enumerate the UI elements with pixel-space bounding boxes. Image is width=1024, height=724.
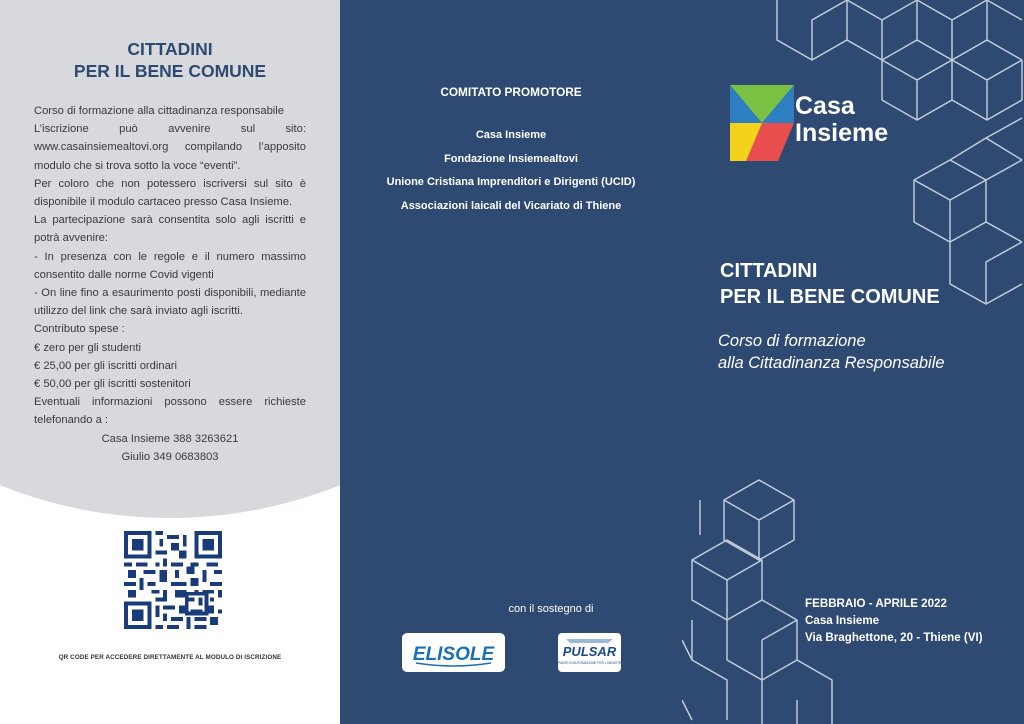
cover-subtitle-line1: Corso di formazione (718, 332, 866, 350)
paper-form-text: Per coloro che non potessero iscriversi sul sito è disponibile il modulo cartaceo presso Casa Insieme. (34, 177, 306, 209)
info-panel (0, 0, 340, 724)
qr-caption: QR CODE PER ACCEDERE DIRETTAMENTE AL MODULO DI ISCRIZIONE (58, 654, 282, 661)
in-person-option: - In presenza con le regole e il numero massimo consentito dalle norme Covid vigenti (34, 250, 306, 281)
promoter-ucid: Unione Cristiana Imprenditori e Dirigenti (UCID) (386, 176, 636, 188)
fee-heading: Contributo spese : (34, 323, 125, 336)
registration-info (34, 102, 306, 466)
online-option: - On line fino a esaurimento posti disponibili, mediante utilizzo del link che sarà inviato agli iscritti. (34, 287, 306, 318)
brand-name (795, 93, 888, 147)
cover-subtitle (718, 330, 945, 374)
promoter-associazioni: Associazioni laicali del Vicariato di Thiene (400, 199, 622, 212)
cover-panel (682, 0, 1024, 724)
info-panel-title (0, 38, 340, 82)
fee-students: € zero per gli studenti (34, 341, 141, 354)
elisole-logo (402, 633, 505, 672)
course-description: Corso di formazione alla cittadinanza responsabile (34, 105, 284, 117)
cover-title (720, 258, 940, 310)
elisole-wordmark: ELISOLE (412, 644, 495, 665)
support-label: con il sostegno di (508, 603, 594, 615)
fee-ordinary: € 25,00 per gli iscritti ordinari (34, 359, 178, 372)
event-address: Via Braghettone, 20 - Thiene (VI) (805, 631, 983, 644)
event-venue: Casa Insieme (805, 614, 880, 627)
cover-title-line2: PER IL BENE COMUNE (720, 286, 940, 308)
participation-text: La partecipazione sarà consentita solo agli iscritti e potrà avvenire: (34, 214, 306, 245)
pulsar-logo (558, 633, 621, 672)
info-request-text: Eventuali informazioni possono essere richieste telefonando a : (34, 396, 306, 427)
brand-line2: Insieme (795, 119, 889, 147)
pulsar-tagline: IMPIANTI DI AUTOMAZIONE PER L'INDUSTRIA (558, 661, 621, 665)
promoter-fondazione: Fondazione Insiemealtovi (444, 152, 578, 165)
promoters-list (340, 124, 682, 218)
promoters-panel (340, 0, 682, 724)
contact-casa-insieme: Casa Insieme 388 3263621 (101, 432, 239, 445)
registration-website-text: L’iscrizione può avvenire sul sito: www.casainsiemealtovi.org compilando l’apposito modulo che si trova sotto la voce “eventi”. (34, 123, 306, 172)
event-details (805, 595, 983, 646)
info-title-line2: PER IL BENE COMUNE (73, 61, 267, 81)
cover-subtitle-line2: alla Cittadinanza Responsabile (718, 354, 945, 372)
promoter-casa-insieme: Casa Insieme (475, 129, 547, 141)
pulsar-wordmark: PULSAR (562, 644, 617, 659)
fee-supporters: € 50,00 per gli iscritti sostenitori (34, 378, 191, 391)
contact-giulio: Giulio 349 0683803 (121, 450, 219, 463)
brand-line1: Casa (795, 92, 855, 120)
event-dates: FEBBRAIO - APRILE 2022 (805, 597, 947, 610)
promoters-heading: COMITATO PROMOTORE (440, 85, 582, 99)
cover-title-line1: CITTADINI (720, 260, 818, 282)
qr-code[interactable] (124, 531, 222, 629)
info-title-line1: CITTADINI (127, 39, 213, 59)
